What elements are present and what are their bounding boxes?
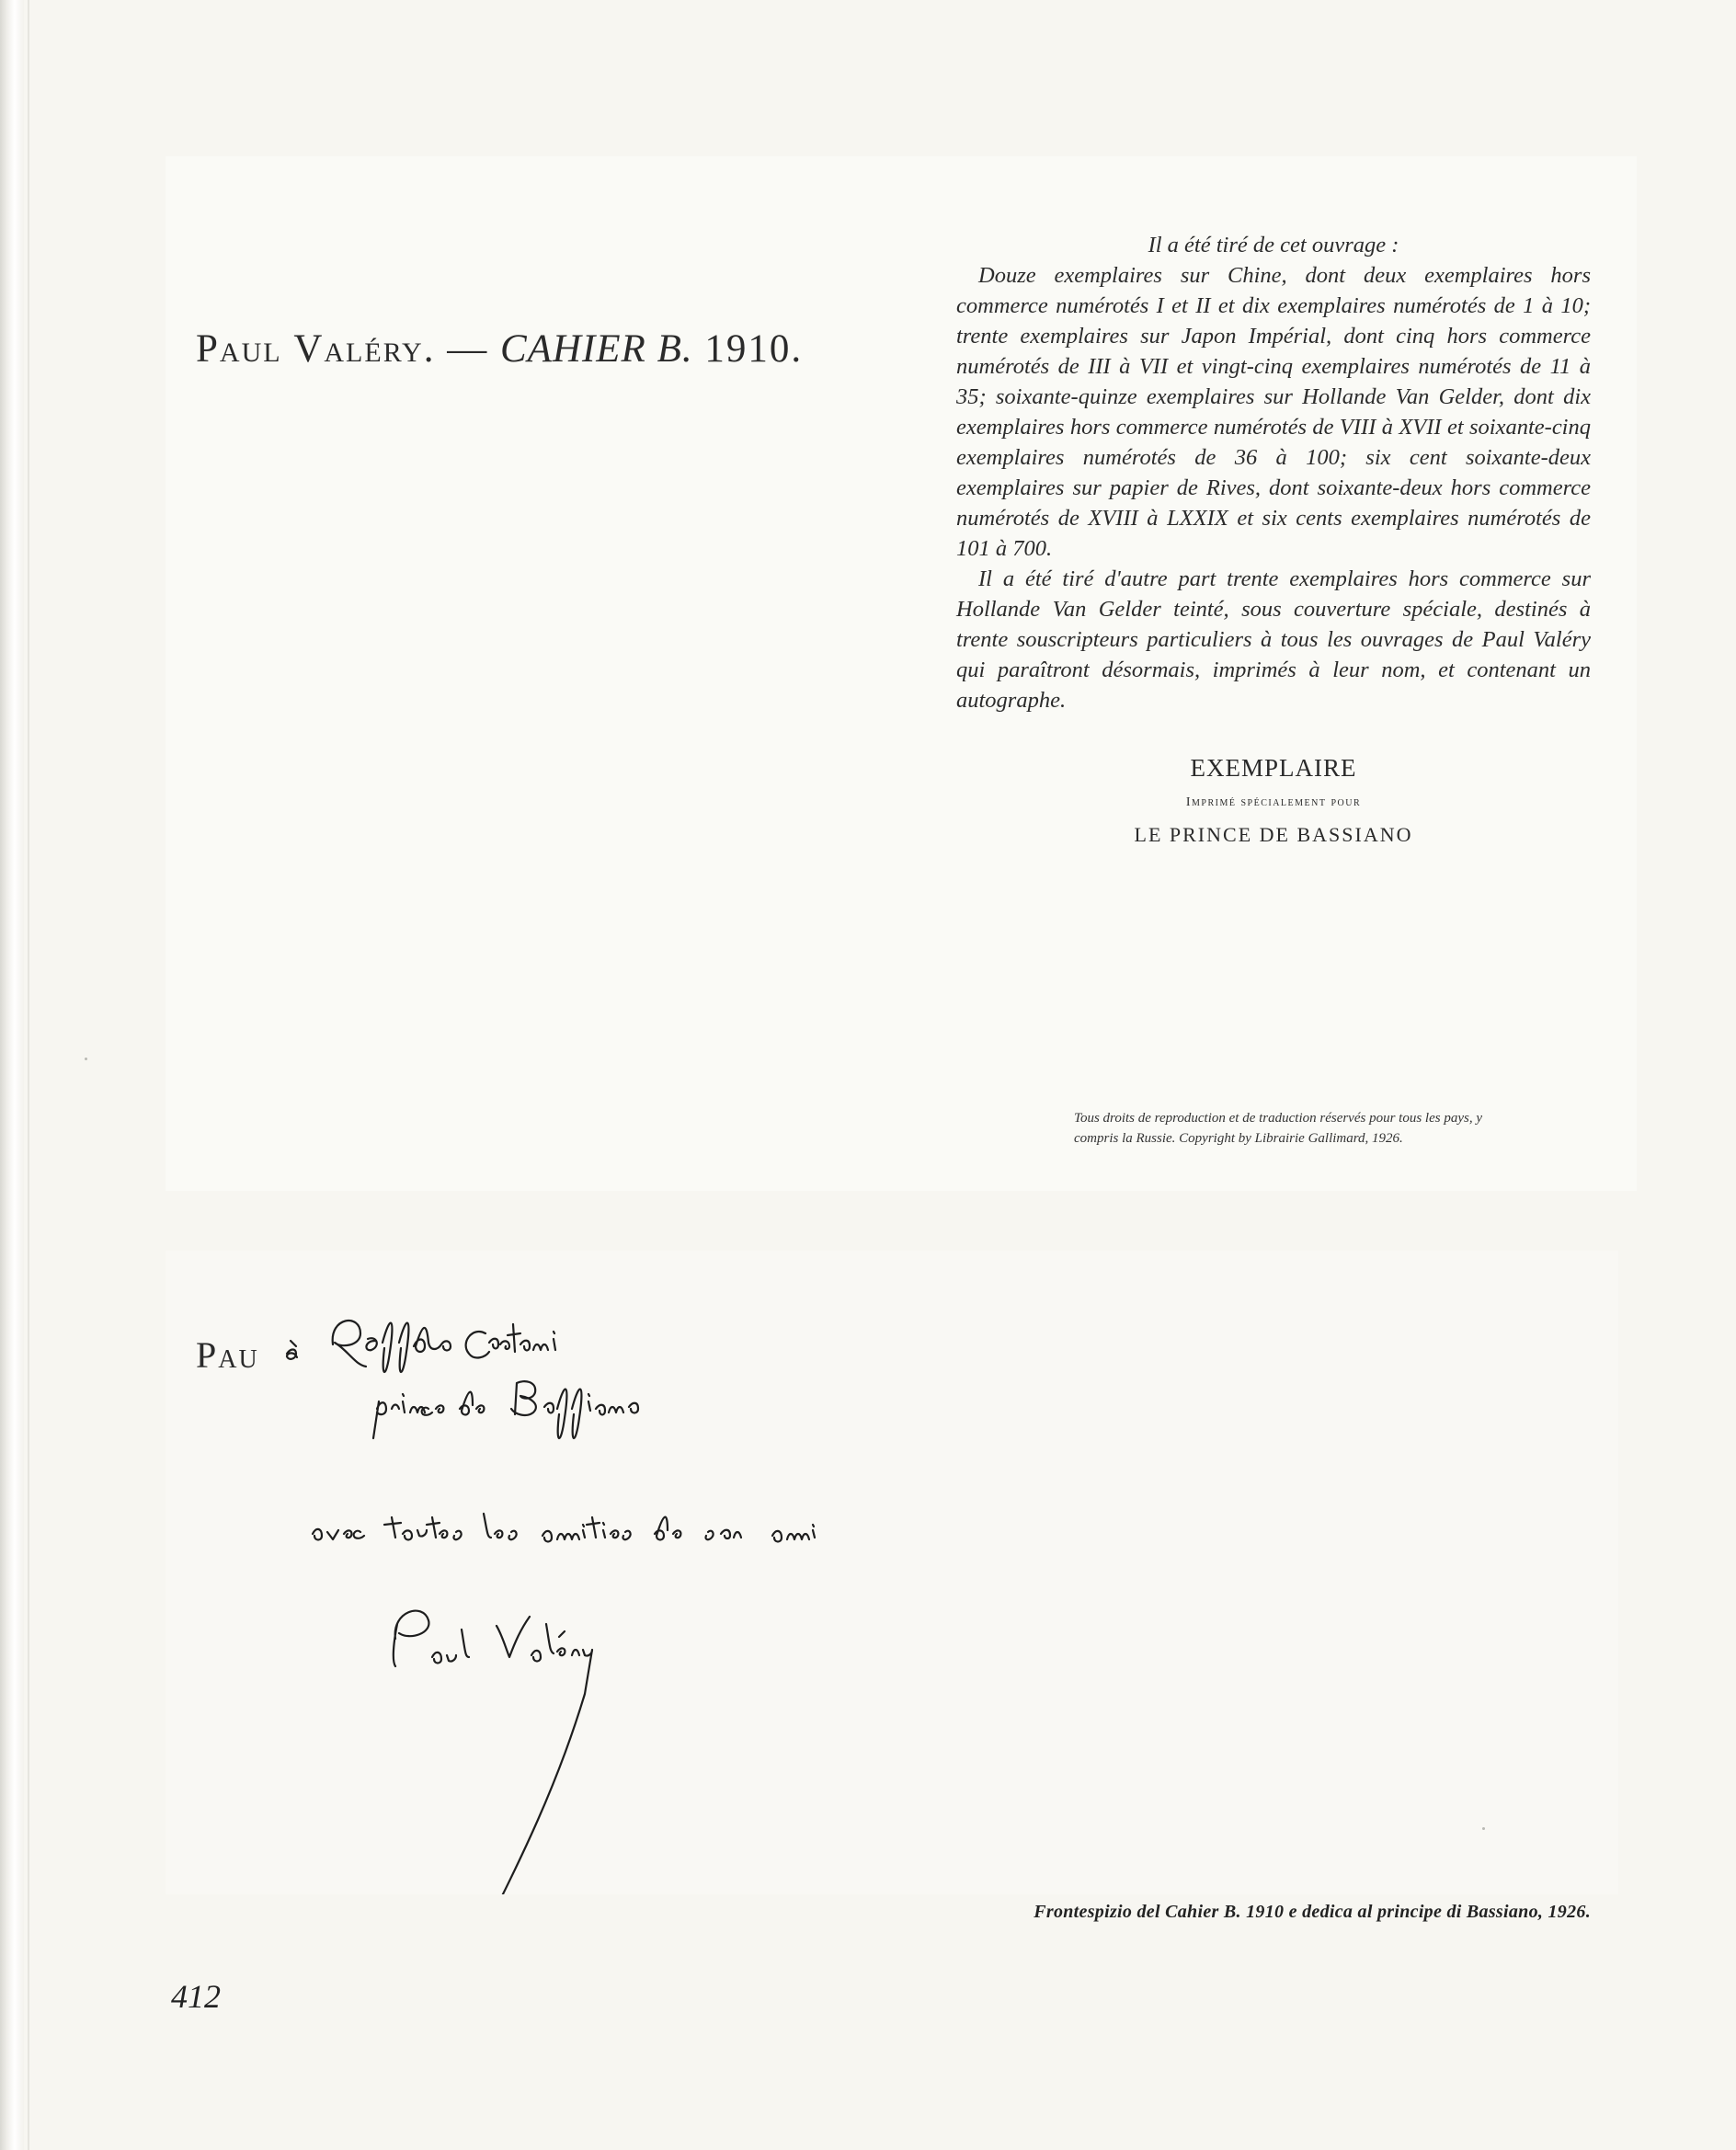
colophon-text bbox=[956, 230, 1591, 715]
work-title: CAHIER B. bbox=[499, 327, 693, 371]
handwritten-dedication bbox=[276, 1306, 919, 1894]
exemplaire-recipient: LE PRINCE DE BASSIANO bbox=[1134, 823, 1413, 846]
paper-speck bbox=[1482, 1827, 1485, 1830]
colophon-intro: Il a été tiré de cet ouvrage : bbox=[1148, 233, 1399, 257]
exemplaire-subheading: Imprimé spécialement pour bbox=[1185, 795, 1362, 809]
author-first-name: Paul bbox=[196, 327, 282, 371]
colophon-paragraph-2: Il a été tiré d'autre part trente exemplaires hors commerce sur Hollande Van Gelder teinté, sous couverture spéciale, destinés à trente souscripteurs particuliers à tous les ouvrages de Paul Valéry qui paraîtront désormais, imprimés à leur nom, et contenant un autographe. bbox=[956, 566, 1591, 713]
frontispiece-title bbox=[196, 326, 803, 372]
work-year: 1910. bbox=[704, 327, 804, 371]
figure-caption: Frontespizio del Cahier B. 1910 e dedica al principe di Bassiano, 1926. bbox=[1034, 1902, 1591, 1922]
author-last-name: Valéry. bbox=[293, 327, 436, 371]
exemplaire-heading: EXEMPLAIRE bbox=[1190, 754, 1357, 782]
page-number: 412 bbox=[171, 1978, 221, 2015]
paper-speck bbox=[85, 1058, 87, 1060]
colophon-paragraph-1: Douze exemplaires sur Chine, dont deux exemplaires hors commerce numérotés I et II et dix exemplaires numérotés de 1 à 10; trente exemplaires sur Japon Impérial, dont cinq hors commerce numérotés de III à VII et vingt-cinq exemplaires numérotés de 11 à 35; soixante-quinze exemplaires sur Hollande Van Gelder, dont dix exemplaires hors commerce numérotés de VIII à XVII et soixante-cinq exemplaires numérotés de 36 à 100; six cent soixante-deux exemplaires sur papier de Rives, dont soixante-deux hors commerce numérotés de XVIII à LXXIX et six cents exemplaires numérotés de 101 à 700. bbox=[956, 263, 1591, 561]
title-dash: — bbox=[447, 327, 489, 371]
dedication-printed-word: Pau bbox=[196, 1334, 259, 1376]
rights-notice: Tous droits de reproduction et de traduction réservés pour tous les pays, y compris la Russie. Copyright by Librairie Gallimard, 1926. bbox=[1074, 1111, 1482, 1146]
binding-edge bbox=[0, 0, 24, 2150]
binding-rule bbox=[28, 0, 29, 2150]
exemplaire-block bbox=[956, 754, 1591, 847]
